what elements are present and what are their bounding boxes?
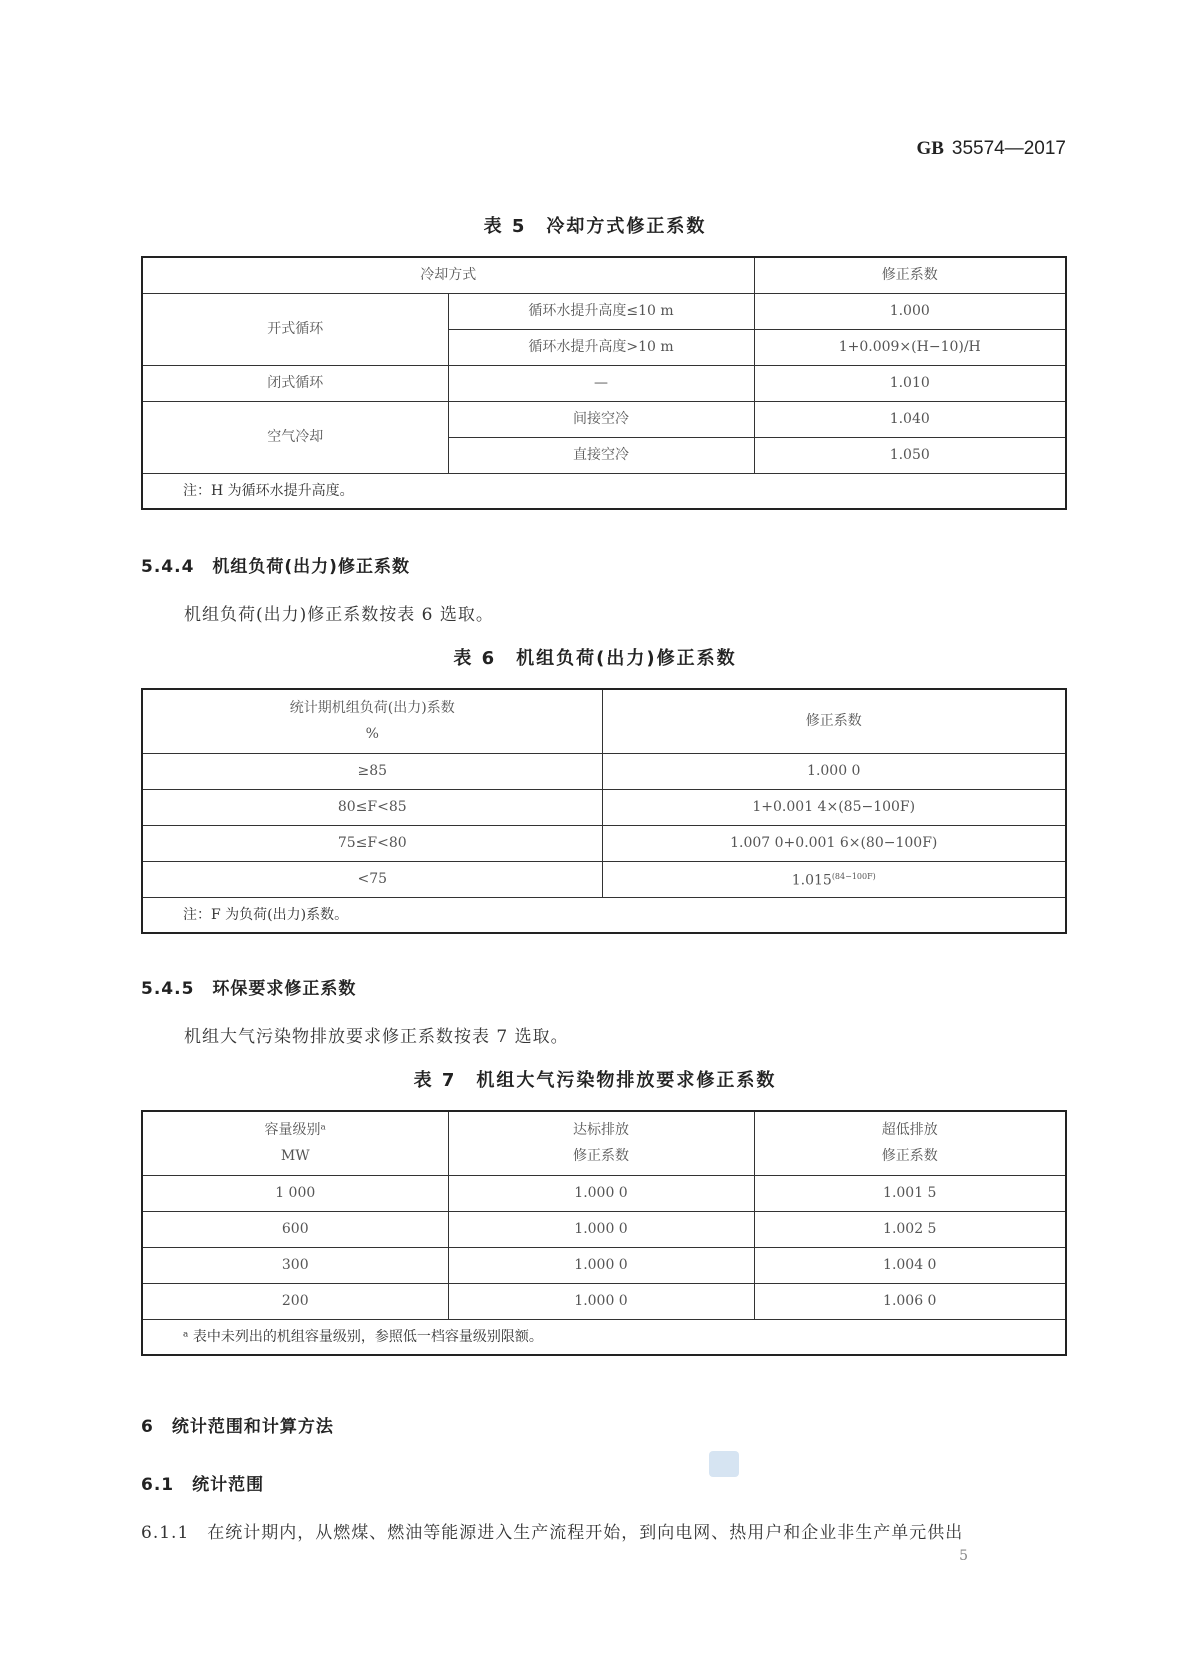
table7-head-capacity-label: 容量级别ᵃ bbox=[264, 1122, 326, 1139]
table7-head-standard bbox=[448, 1111, 754, 1175]
table6-head-load-label: 统计期机组负荷(出力)系数 bbox=[289, 700, 455, 717]
table-cell: <75 bbox=[142, 861, 602, 897]
table7-caption: 表 7 机组大气污染物排放要求修正系数 bbox=[413, 1070, 777, 1091]
table-note-row bbox=[142, 473, 1066, 509]
table5-caption: 表 5 冷却方式修正系数 bbox=[483, 216, 707, 237]
section-5-4-5-heading: 5.4.5 环保要求修正系数 bbox=[141, 979, 357, 999]
table-cell: 1.000 0 bbox=[448, 1283, 754, 1319]
table-note-row bbox=[142, 1319, 1066, 1355]
table-cell: 1.000 0 bbox=[448, 1175, 754, 1211]
table7-head-capacity-unit: MW bbox=[280, 1148, 310, 1165]
coef-base: 1.015 bbox=[791, 872, 832, 889]
table-cell: 1.006 0 bbox=[754, 1283, 1066, 1319]
table7-head-standard-label: 达标排放 bbox=[573, 1122, 629, 1139]
coef-exponent: (84−100F) bbox=[831, 872, 876, 882]
table-cell: 1.000 0 bbox=[448, 1247, 754, 1283]
table-cell: 300 bbox=[142, 1247, 448, 1283]
table6-head-load bbox=[142, 689, 602, 753]
table5 bbox=[141, 256, 1067, 510]
table7 bbox=[141, 1110, 1067, 1356]
table-row bbox=[142, 1175, 1066, 1211]
table-cell: 75≤F<80 bbox=[142, 825, 602, 861]
table7-head-standard-sub: 修正系数 bbox=[573, 1148, 629, 1165]
table-note-row bbox=[142, 897, 1066, 933]
table-row bbox=[142, 825, 1066, 861]
table-cell: 闭式循环 bbox=[142, 365, 448, 401]
table-row bbox=[142, 1247, 1066, 1283]
table6-head-coef: 修正系数 bbox=[602, 689, 1066, 753]
table-cell: 1 000 bbox=[142, 1175, 448, 1211]
table-header-row bbox=[142, 257, 1066, 293]
standard-prefix: GB bbox=[916, 138, 944, 159]
table-cell: 直接空冷 bbox=[448, 437, 754, 473]
table-cell: 开式循环 bbox=[142, 293, 448, 365]
table-cell: 循环水提升高度≤10 m bbox=[448, 293, 754, 329]
section-6-1-heading: 6.1 统计范围 bbox=[141, 1475, 265, 1495]
table-row bbox=[142, 293, 1066, 329]
table-cell bbox=[602, 861, 1066, 897]
table-cell: 1.010 bbox=[754, 365, 1066, 401]
section-5-4-4-text: 机组负荷(出力)修正系数按表 6 选取。 bbox=[184, 605, 494, 625]
table-cell: 1.040 bbox=[754, 401, 1066, 437]
table-cell: 1.000 bbox=[754, 293, 1066, 329]
table-cell: 1.001 5 bbox=[754, 1175, 1066, 1211]
table-row bbox=[142, 365, 1066, 401]
table-cell: 1.050 bbox=[754, 437, 1066, 473]
table-header-row bbox=[142, 1111, 1066, 1175]
table7-head-ultralow-label: 超低排放 bbox=[881, 1122, 938, 1139]
section-5-4-5-text: 机组大气污染物排放要求修正系数按表 7 选取。 bbox=[184, 1027, 569, 1047]
table-cell: 1.002 5 bbox=[754, 1211, 1066, 1247]
section-5-4-4-heading: 5.4.4 机组负荷(出力)修正系数 bbox=[141, 557, 410, 577]
table5-head-cooling: 冷却方式 bbox=[142, 257, 754, 293]
section-6-1-1-text: 6.1.1 在统计期内，从燃煤、燃油等能源进入生产流程开始，到向电网、热用户和企业非生产单元供出 bbox=[141, 1523, 964, 1543]
table7-head-ultralow bbox=[754, 1111, 1066, 1175]
table7-head-capacity bbox=[142, 1111, 448, 1175]
table7-head-ultralow-sub: 修正系数 bbox=[881, 1148, 938, 1165]
table5-head-coef: 修正系数 bbox=[754, 257, 1066, 293]
table6-head-load-unit: % bbox=[365, 726, 379, 743]
table-row bbox=[142, 861, 1066, 897]
table-row bbox=[142, 1283, 1066, 1319]
table-cell: — bbox=[448, 365, 754, 401]
table-row bbox=[142, 789, 1066, 825]
table-cell: ≥85 bbox=[142, 753, 602, 789]
section-6-heading: 6 统计范围和计算方法 bbox=[141, 1417, 334, 1437]
standard-code bbox=[916, 138, 1066, 160]
standard-number: 35574—2017 bbox=[951, 138, 1066, 159]
table-cell: 1.004 0 bbox=[754, 1247, 1066, 1283]
table-cell: 200 bbox=[142, 1283, 448, 1319]
table5-note: 注：H 为循环水提升高度。 bbox=[142, 473, 1066, 509]
table-cell: 1+0.009×(H−10)/H bbox=[754, 329, 1066, 365]
table-row bbox=[142, 401, 1066, 437]
table6 bbox=[141, 688, 1067, 934]
page-number: 5 bbox=[959, 1548, 968, 1564]
watermark-icon bbox=[709, 1451, 739, 1477]
table-cell: 1.007 0+0.001 6×(80−100F) bbox=[602, 825, 1066, 861]
table6-caption: 表 6 机组负荷(出力)修正系数 bbox=[453, 648, 737, 669]
table-cell: 间接空冷 bbox=[448, 401, 754, 437]
table-row bbox=[142, 753, 1066, 789]
table-cell: 1.000 0 bbox=[448, 1211, 754, 1247]
table-row bbox=[142, 1211, 1066, 1247]
table6-note: 注：F 为负荷(出力)系数。 bbox=[142, 897, 1066, 933]
table-cell: 循环水提升高度>10 m bbox=[448, 329, 754, 365]
table-cell: 1+0.001 4×(85−100F) bbox=[602, 789, 1066, 825]
table7-note: ᵃ 表中未列出的机组容量级别，参照低一档容量级别限额。 bbox=[142, 1319, 1066, 1355]
table-header-row bbox=[142, 689, 1066, 753]
table-cell: 空气冷却 bbox=[142, 401, 448, 473]
table-cell: 80≤F<85 bbox=[142, 789, 602, 825]
table-cell: 1.000 0 bbox=[602, 753, 1066, 789]
table-cell: 600 bbox=[142, 1211, 448, 1247]
